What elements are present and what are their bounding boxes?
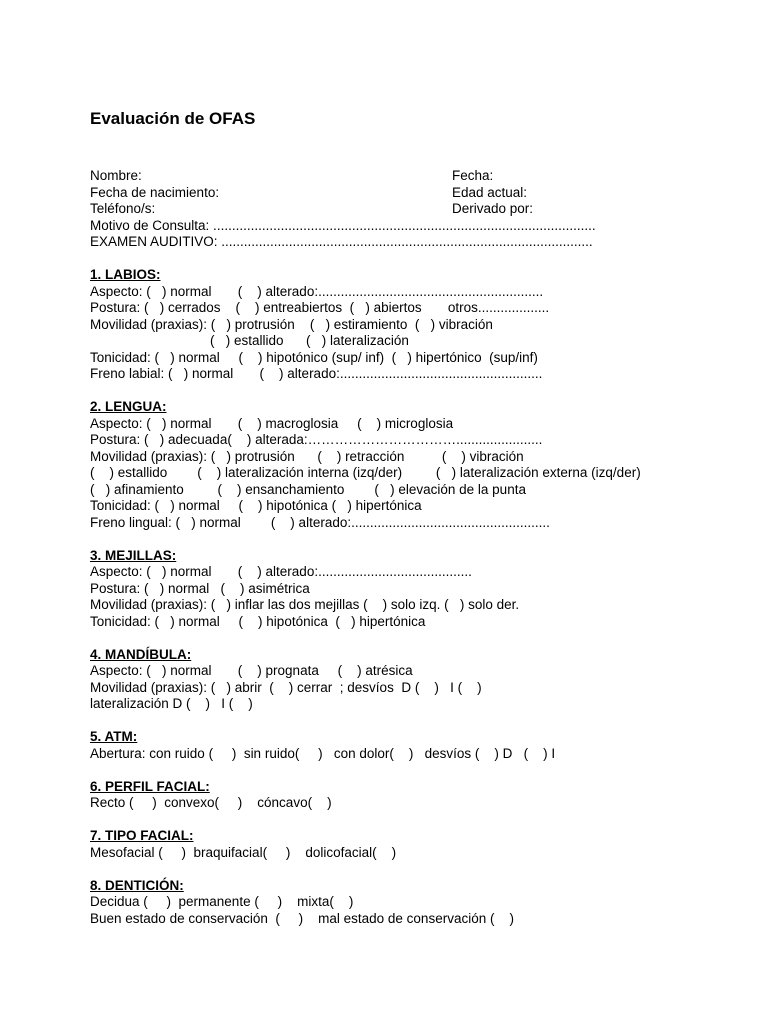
header-row (90, 201, 730, 218)
section-title: 2. LENGUA: (90, 399, 167, 414)
date-label: Fecha: (452, 168, 494, 183)
form-line: Decidua ( ) permanente ( ) mixta( ) (90, 894, 354, 909)
section-title: 1. LABIOS: (90, 267, 161, 282)
form-line: Aspecto: ( ) normal ( ) alterado:......................................... (90, 564, 472, 579)
section-title: 6. PERFIL FACIAL: (90, 778, 210, 794)
section-title: 3. MEJILLAS: (90, 547, 177, 563)
form-line: Tonicidad: ( ) normal ( ) hipotónico (sup/ inf) ( ) hipertónico (sup/inf) (90, 349, 538, 365)
form-line: Aspecto: ( ) normal ( ) macroglosia ( ) microglosia (90, 415, 454, 431)
form-line: ( ) estallido ( ) lateralización (90, 333, 409, 348)
section-title: 8. DENTICIÓN: (90, 877, 184, 893)
form-line: Recto ( ) convexo( ) cóncavo( ) (90, 795, 332, 810)
current-age-label: Edad actual: (452, 184, 528, 200)
form-line: Movilidad (praxias): ( ) protrusión ( ) retracción ( ) vibración (90, 448, 524, 464)
form-line: Aspecto: ( ) normal ( ) prognata ( ) atrésica (90, 663, 413, 678)
document-page (90, 108, 730, 927)
form-line: Tonicidad: ( ) normal ( ) hipotónica ( ) hipertónica (90, 613, 426, 629)
form-line: Abertura: con ruido ( ) sin ruido( ) con dolor( ) desvíos ( ) D ( ) I (90, 745, 556, 761)
section-labios (90, 267, 730, 383)
name-label: Nombre: (90, 168, 142, 183)
section-lengua (90, 399, 730, 531)
form-line: Aspecto: ( ) normal ( ) alterado:............................................................ (90, 283, 544, 299)
document-title: Evaluación de OFAS (90, 109, 256, 128)
consultation-reason-line: Motivo de Consulta: ...................................................................................................... (90, 217, 596, 233)
section-tipo-facial (90, 828, 730, 861)
form-line: Postura: ( ) normal ( ) asimétrica (90, 580, 310, 596)
section-atm (90, 729, 730, 762)
form-line: ( ) estallido ( ) lateralización interna (izq/der) ( ) lateralización externa (izq/der) (90, 465, 641, 480)
form-line: Freno labial: ( ) normal ( ) alterado:...................................................... (90, 366, 543, 381)
birthdate-label: Fecha de nacimiento: (90, 184, 220, 200)
referred-by-label: Derivado por: (452, 201, 534, 216)
phone-label: Teléfono/s: (90, 201, 156, 216)
header-row (90, 168, 730, 185)
header-row (90, 185, 730, 202)
section-mandibula (90, 647, 730, 713)
section-title: 7. TIPO FACIAL: (90, 828, 194, 843)
form-line: Movilidad (praxias): ( ) inflar las dos mejillas ( ) solo izq. ( ) solo der. (90, 597, 520, 612)
section-title: 4. MANDÍBULA: (90, 646, 192, 662)
section-title: 5. ATM: (90, 729, 138, 744)
hearing-exam-line: EXAMEN AUDITIVO: ................................................................................................... (90, 234, 593, 249)
section-denticion (90, 878, 730, 928)
patient-header (90, 168, 730, 251)
section-mejillas (90, 548, 730, 631)
form-line: Tonicidad: ( ) normal ( ) hipotónica ( ) hipertónica (90, 498, 422, 513)
form-line: Freno lingual: ( ) normal ( ) alterado:..................................................... (90, 514, 550, 530)
form-line: lateralización D ( ) I ( ) (90, 696, 253, 711)
form-line: Postura: ( ) cerrados ( ) entreabiertos ( ) abiertos otros................... (90, 300, 550, 315)
form-line: Buen estado de conservación ( ) mal estado de conservación ( ) (90, 910, 514, 926)
form-line: Movilidad (praxias): ( ) protrusión ( ) estiramiento ( ) vibración (90, 316, 493, 332)
form-line: ( ) afinamiento ( ) ensanchamiento ( ) elevación de la punta (90, 481, 526, 497)
form-line: Postura: ( ) adecuada( ) alterada:……………………………....................... (90, 432, 543, 447)
form-line: Movilidad (praxias): ( ) abrir ( ) cerrar ; desvíos D ( ) I ( ) (90, 679, 482, 695)
section-perfil-facial (90, 779, 730, 812)
form-line: Mesofacial ( ) braquifacial( ) dolicofacial( ) (90, 844, 397, 860)
